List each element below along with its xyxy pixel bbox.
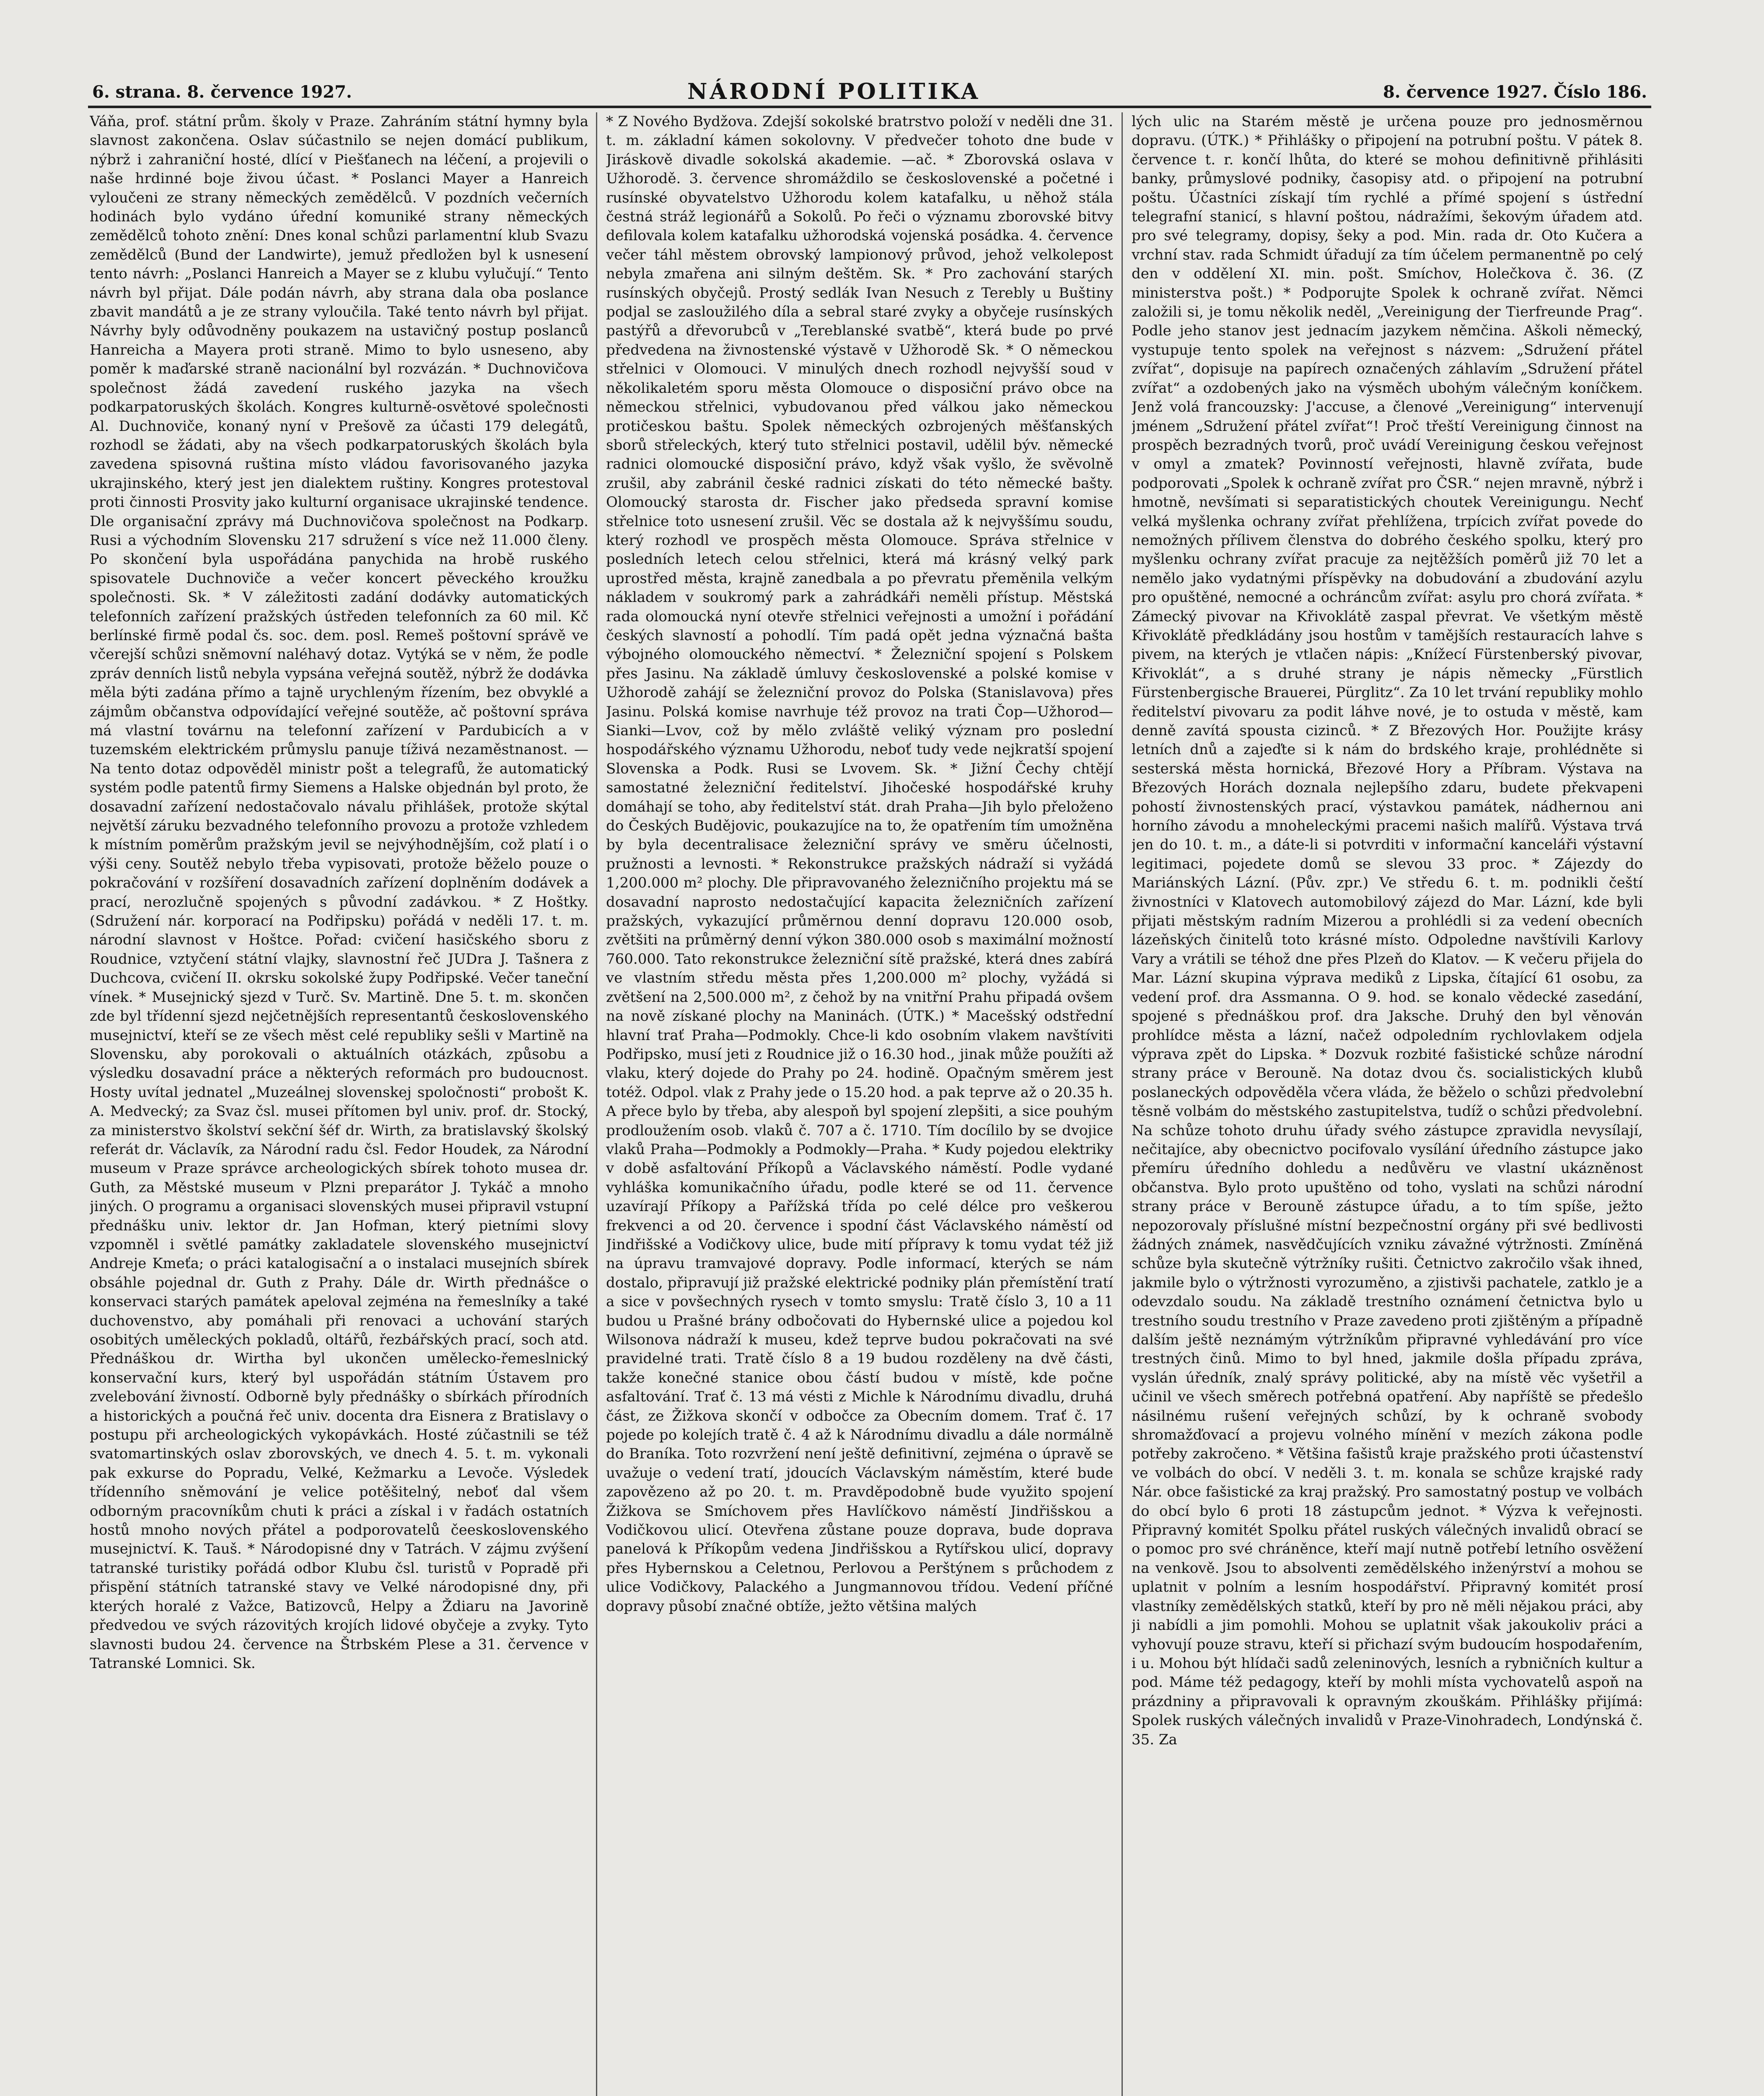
page-header bbox=[88, 78, 1651, 106]
column-3-text: lých ulic na Starém městě je určena pouze pro jednosměrnou dopravu. (ÚTK.) * Přihlášky o připojení na potrubní poštu. V pátek 8. července t. r. končí lhůta, do které se mohou definitivně přihlásiti banky, průmyslové podniky, časopisy atd. o připojení na potrubní poštu. Účastníci získají tím rychlé a přímé spojení s ústřední telegrafní stanicí, s hlavní poštou, nádražími, šekovým úřadem atd. pro své telegramy, dopisy, šeky a pod. Min. rada dr. Oto Kučera a vrchní stav. rada Schmidt úřadují za tím účelem permanentně po celý den v oddělení XI. min. pošt. Smíchov, Holečkova č. 36. (Z ministerstva pošt.) * Podporujte Spolek k ochraně zvířat. Němci založili si, je tomu několik neděl, „Vereinigung der Tierfreunde Prag“. Podle jeho stanov jest jednacím jazykem němčina. Aškoli německý, vystupuje tento spolek na veřejnost s názvem: „Sdružení přátel zvířat“, dopisuje na papírech označených záhlavím „Sdružení přátel zvířat“ a ozdobených jako na výsměch ubohým válečným koníčkem. Jenž volá francouzsky: J'accuse, a členové „Vereinigung“ intervenují jménem „Sdružení přátel zvířat“! Proč třeští Vereinigung činnost na prospěch bezradných tvorů, proč uvádí Vereinigung českou veřejnost v omyl a zmatek? Povinností veřejnosti, hlavně zvířata, bude podporovati „Spolek k ochraně zvířat pro ČSR.“ nejen mravně, nýbrž i hmotně, nevšímati si separatistických choutek Vereinigungu. Nechť velká myšlenka ochrany zvířat přehlížena, trpícich zvířat povede do nemožných přílivem členstva do dobrého českého spolku, který pro myšlenku ochrany zvířat pracuje za nejtěžších poměrů již 70 let a nemělo jako vydatnými příspěvky na dobudování a zbudování azylu pro opuštěné, nemocné a ochráncům zvířat: asylu pro chorá zvířata. * Zámecký pivovar na Křivoklátě zaspal převrat. Ve všetkým městě Křivoklátě předkládány jsou hostům v tamějších restauracích lahve s pivem, na kterých je vtlačen nápis: „Knížecí Fürstenberský pivovar, Křivoklát“, a s druhé strany je nápis německy „Fürstlich Fürstenbergische Brauerei, Pürglitz“. Za 10 let trvání republiky mohlo ředitelství pivovaru za podit láhve nové, je to ostuda v městě, kam denně zavítá spousta cizinců. * Z Březových Hor. Použijte krásy letních dnů a zajeďte si k nám do brdského kraje, prohlédněte si sesterská města hornická, Březové Hory a Příbram. Výstava na Březových Horách doznala nejlepšího zdaru, budete překvapeni pohostí živnostenských prací, výstavkou památek, nádhernou ani horního závodu a mnoheleckými pracemi našich malířů. Výstava trvá jen do 10. t. m., a dáte-li si potvrditi v informační kanceláři výstavní legitimaci, pojedete domů se slevou 33 proc. * Zájezdy do Mariánských Lázní. (Pův. zpr.) Ve středu 6. t. m. podnikli čeští živnostníci v Klatovech automobilový zájezd do Mar. Lázní, kde byli přijati městským radním Mizerou a prohlédli si za vedení obecních lázeňských činitelů toto krásné místo. Odpoledne navštívili Karlovy Vary a vrátili se téhož dne přes Plzeň do Klatov. — K večeru přijela do Mar. Lázní skupina výprava mediků z Lipska, čítající 61 osobu, za vedení prof. dra Assmanna. O 9. hod. se konalo vědecké zasedání, spojené s přednáškou prof. dra Jaksche. Druhý den byl věnován prohlídce města a lázní, načež odpoledním rychlovlakem odjela výprava zpět do Lipska. * Dozvuk rozbité fašistické schůze národní strany práce v Berouně. Na dotaz dvou čs. socialistických klubů poslaneckých odpověděla včera vláda, že běželo o schůzi předvolební těsně volbám do městského zastupitelstva, tudíž o schůzi předvolební. Na schůze tohoto druhu úřady svého zástupce zpravidla nevysílají, nečitajíce, aby obecnictvo pocifovalo vysílání úředního zástupce jako přemíru úředního dohledu a nedůvěru ve vlastní ukázněnost občanstva. Bylo proto upuštěno od toho, vyslati na schůzi národní strany práce v Berouně zástupce úřadu, a to tím spíše, ježto nepozorovaly příslušné místní bezpečnostní orgány při své bedlivosti žádných známek, nasvědčujících vzniku závažné výtržnosti. Zmíněná schůze byla skutečně výtržníky rušiti. Četnictvo zakročilo však ihned, jakmile bylo o výtržnosti vyrozuměno, a zjistivši pachatele, zatklo je a odevzdalo soudu. Na základě trestního oznámení četnictva bylo u trestního soudu trestního v Praze zavedeno proti zjištěným a případně dalším ještě neznámým výtržníkům připravné vyhledávání pro více trestných činů. Mimo to byl hned, jakmile došla případu zpráva, vyslán úředník, znalý správy politické, aby na místě věc vyšetřil a učinil ve všech směrech potřebná opatření. Aby napříště se předešlo násilnému rušení veřejných schůzí, by k ochraně svobody shromažďovací a projevu volného mínění v mezích zákona podle potřeby zakročeno. * Většina fašistů kraje pražského proti účastenství ve volbách do obcí. V neděli 3. t. m. konala se schůze krajské rady Nár. obce fašistické za kraj pražský. Pro samostatný postup ve volbách do obcí bylo 6 proti 18 zástupcům jednot. * Výzva k veřejnosti. Připravný komitét Spolku přátel ruských válečných invalidů obrací se o pomoc pro své chráněnce, kteří mají nutně potřebí letního osvěžení na venkově. Jsou to absolventi zemědělského inženýrství a mohou se uplatnit v polním a lesním hospodářství. Připravný komitét prosí vlastníky zemědělských statků, kteří by pro ně měli nějakou práci, aby ji nabídli a jim pomohli. Mohou se uplatnit však jakoukoliv práci a vyhovují pouze stravu, kteří si přichazí svým budoucím hospodařením, i u. Mohou být hlídači sadů zeleninových, lesních a rybničních kultur a pod. Máme též pedagogy, kteří by mohli místa vychovatelů aspoň na prázdniny a připravovali k opravným zkouškám. Přihlášky přijímá: Spolek ruských válečných invalidů v Praze-Vinohradech, Londýnská č. 35. Za bbox=[1132, 113, 1643, 1748]
column-separator bbox=[1122, 112, 1123, 2096]
column-1 bbox=[90, 112, 588, 2096]
column-3 bbox=[1132, 112, 1643, 2096]
header-rule bbox=[88, 106, 1651, 108]
column-2 bbox=[606, 112, 1113, 2096]
column-1-text: Váňa, prof. státní prům. školy v Praze. Zahráním státní hymny byla slavnost zakončena. Oslav súčastnilo se nejen domácí publikum, nýbrž i zahraniční hosté, dlící v Piešťanech na léčení, a projevili o naše hrdinné boje živou účast. * Poslanci Mayer a Hanreich vyloučeni ze strany německých zemědělců. V pozdních večerních hodinách bylo vydáno úřední komuniké strany německých zemědělců tohoto znění: Dnes konal schůzi parlamentní klub Svazu zemědělců (Bund der Landwirte), jemuž předložen byl k usnesení tento návrh: „Poslanci Hanreich a Mayer se z klubu vylučují.“ Tento návrh byl přijat. Dále podán návrh, aby strana dala oba poslance zbavit mandátů a je ze strany vyloučila. Také tento návrh byl přijat. Návrhy byly odůvodněny poukazem na ustavičný postup poslanců Hanreicha a Mayera proti straně. Mimo to bylo usneseno, aby poměr k maďarské straně nacionální byl rozvázán. * Duchnovičova společnost žádá zavedení ruského jazyka na všech podkarpatoruských školách. Kongres kulturně-osvětové společnosti Al. Duchnoviče, konaný nyní v Prešově za účasti 179 delegátů, rozhodl se žádati, aby na všech podkarpatoruských školách byla zavedena spisovná ruština místo vládou favorisovaného jazyka ukrajinského, který jest jen dialektem ruštiny. Kongres protestoval proti činnosti Prosvity jako kulturní organisace ukrajinské tendence. Dle organisační zprávy má Duchnovičova společnost na Podkarp. Rusi a východním Slovensku 217 sdružení s více než 11.000 členy. Po skončení byla uspořádána panychida na hrobě ruského spisovatele Duchnoviče a večer koncert pěveckého kroužku společnosti. Sk. * V záležitosti zadání dodávky automatických telefonních zařízení pražských ústředen telefonních za 60 mil. Kč berlínské firmě podal čs. soc. dem. posl. Remeš poštovní správě ve včerejší schůzi sněmovní naléhavý dotaz. Vytýká se v něm, že podle zpráv denních listů nebyla vypsána veřejná soutěž, nýbrž že dodávka měla býti zadána přímo a tajně urychleným řízením, bez obvyklé a zájmům občanstva odpovídající veřejné soutěže, ač poštovní správa má vlastní továrnu na telefonní zařízení v Pardubicích a v tuzemském elektrickém průmyslu panuje tíživá nezaměstnanost. — Na tento dotaz odpověděl ministr pošt a telegrafů, že automatický systém podle patentů firmy Siemens a Halske objednán byl proto, že dosavadní zařízení nedostačovalo návalu přihlášek, protože skýtal největší záruku bezvadného telefonního provozu a protože vzhledem k místním poměrům pražským jevil se nejvýhodnějším, což platí i o výši ceny. Soutěž nebylo třeba vypisovati, protože běželo pouze o pokračování v rozšíření dosavadních zařízení doplněním dodávek a prací, nerozlučně spojených s původní zadávkou. * Z Hoštky. (Sdružení nár. korporací na Podřipsku) pořádá v neděli 17. t. m. národní slavnost v Hoštce. Pořad: cvičení hasičského sboru z Roudnice, vztyčení státní vlajky, slavnostní řeč JUDra J. Tašnera z Duchcova, cvičení II. okrsku sokolské župy Podřipské. Večer taneční vínek. * Musejnický sjezd v Turč. Sv. Martině. Dne 5. t. m. skončen zde byl třídenní sjezd nejčetnějších representantů československého musejnictví, kteří se ze všech měst celé republiky sešli v Martině na Slovensku, aby porokovali o aktuálních otázkách, způsobu a výsledku dosavadní práce a některých reformách pro budoucnost. Hosty uvítal jednatel „Muzeálnej slovenskej spoločnosti“ probošt K. A. Medvecký; za Svaz čsl. musei přítomen byl univ. prof. dr. Stocký, za ministerstvo školství sekční šéf dr. Wirth, za bratislavský školský referát dr. Václavík, za Národní radu čsl. Fedor Houdek, za Národní museum v Praze správce archeologických sbírek tohoto musea dr. Guth, za Městské museum v Plzni preparátor J. Tykáč a mnoho jiných. O programu a organisaci slovenských musei připravil vstupní přednášku univ. lektor dr. Jan Hofman, který pietními slovy vzpomněl i světlé památky zakladatele slovenského musejnictví Andreje Kmeťa; o práci katalogisační a o instalaci musejních sbírek obsáhle pojednal dr. Guth z Prahy. Dále dr. Wirth přednášce o konservaci starých památek apeloval zejména na řemeslníky a také duchovenstvo, aby pomáhali při renovaci a uchování starých osobitých uměleckých pokladů, oltářů, řezbářských prací, soch atd. Přednáškou dr. Wirtha byl ukončen umělecko-řemeslnický konservační kurs, který byl uspořádán státním Ústavem pro zvelebování živností. Odborně byly přednášky o sbírkách přírodních a historických a poučná řeč univ. docenta dra Eisnera z Bratislavy o postupu při archeologických vykopávkách. Hosté zúčastnili se též svatomartinských oslav zborovských, ve dnech 4. 5. t. m. vykonali pak exkurse do Popradu, Velké, Kežmarku a Levoče. Výsledek třídenního sněmování je velice potěšitelný, neboť dal všem odborným pracovníkům chuti k práci a získal i v řadách ostatních hostů mnoho nových přátel a podporovatelů čeeskoslovenského musejnictví. K. Tauš. * Národopisné dny v Tatrách. V zájmu zvýšení tatranské turistiky pořádá odbor Klubu čsl. turistů v Popradě při přispění státních tatranské stavy ve Velké národopisné dny, při kterých horalé z Važce, Batizovců, Helpy a Ždiaru na Javorině předvedou ve svých rázovitých krojích lidové obyčeje a zvyky. Tyto slavnosti budou 24. července na Štrbském Plese a 31. července v Tatranské Lomnici. Sk. bbox=[90, 113, 588, 1672]
header-left: 6. strana. 8. července 1927. bbox=[92, 82, 352, 102]
header-right: 8. července 1927. Číslo 186. bbox=[1383, 82, 1647, 102]
column-separator bbox=[596, 112, 597, 2096]
masthead: NÁRODNÍ POLITIKA bbox=[687, 79, 981, 104]
column-2-text: * Z Nového Bydžova. Zdejší sokolské bratrstvo položí v neděli dne 31. t. m. základní kámen sokolovny. V předvečer tohoto dne bude v Jiráskově divadle sokolská akademie. —ač. * Zborovská oslava v Užhorodě. 3. července shromáždilo se československé a početné i rusínské obyvatelstvo Užhorodu kolem katafalku, u něhož stála čestná stráž legionářů a Sokolů. Po řeči o významu zborovské bitvy defilovala kolem katafalku užhorodská vojenská posádka. 4. července večer táhl městem obrovský lampionový průvod, jehož velkolepost nebyla zmařena ani silným deštěm. Sk. * Pro zachování starých rusínských obyčejů. Prostý sedlák Ivan Nesuch z Terebly u Buštiny podjal se zasloužilého díla a sebral staré zvyky a obyčeje rusínských pastýřů a dřevorubců v „Tereblanské svatbě“, která bude po prvé předvedena na živnostenské výstavě v Užhorodě Sk. * O německou střelnici v Olomouci. V minulých dnech rozhodl nejvyšší soud v několikaletém sporu města Olomouce o disposiční právo obce na německou střelnici, vybudovanou před válkou jako německou protičeskou baštu. Spolek německých ozbrojených měšťanských sborů střeleckých, který tuto střelnici postavil, udělil býv. německé radnici olomoucké disposiční právo, když však vyšlo, že svěvolně zrušil, aby zabránil české radnici získati do této německé bašty. Olomoucký starosta dr. Fischer jako předseda spravní komise střelnice toto usnesení zrušil. Věc se dostala až k nejvyššímu soudu, který rozhodl ve prospěch města Olomouce. Správa střelnice v posledních letech celou střelnici, která má krásný velký park uprostřed města, krajně zanedbala a po převratu přeměnila velkým nákladem v soukromý park a zahrádkáři neměli přístup. Městská rada olomoucká nyní otevře střelnici veřejnosti a umožní i pořádání českých slavností a pohodlí. Tím padá opět jedna význačná bašta výbojného olomouckého němectví. * Železniční spojení s Polskem přes Jasinu. Na základě úmluvy československé a polské komise v Užhorodě zahájí se železniční provoz do Polska (Stanislavova) přes Jasinu. Polská komise navrhuje též provoz na trati Čop—Užhorod—Sianki—Lvov, což by mělo zvláště veliký význam pro poslední hospodářského významu Užhorodu, neboť tudy vede nejkratší spojení Slovenska a Podk. Rusi se Lvovem. Sk. * Jižní Čechy chtějí samostatné železniční ředitelství. Jihočeské hospodářské kruhy domáhají se toho, aby ředitelství stát. drah Praha—Jih bylo přeloženo do Českých Budějovic, poukazujíce na to, že opatřením tím umožněna by byla decentralisace železniční správy ve směru účelnosti, pružnosti a levnosti. * Rekonstrukce pražských nádraží si vyžádá 1,200.000 m² plochy. Dle připravovaného železničního projektu má se dosavadní naprosto nedostačující kapacita železničních zařízení pražských, vykazující průměrnou denní dopravu 120.000 osob, zvětšiti na průměrný denní výkon 380.000 osob s maximální možností 760.000. Tato rekonstrukce železniční sítě pražské, která dnes zabírá ve vlastním středu města přes 1,200.000 m² plochy, vyžádá si zvětšení na 2,500.000 m², z čehož by na vnitřní Prahu připadá ovšem na nově získané plochy na Maninách. (ÚTK.) * Macešský odstřední hlavní trať Praha—Podmokly. Chce-li kdo osobním vlakem navštíviti Podřipsko, musí jeti z Roudnice již o 16.30 hod., jinak může použíti až vlaku, který dojede do Prahy po 24. hodině. Opačným směrem jest totéž. Odpol. vlak z Prahy jede o 15.20 hod. a pak teprve až o 20.35 h. A přece bylo by třeba, aby alespoň byl spojení zlepšiti, a sice pouhým prodloužením osob. vlaků č. 707 a č. 1710. Tím docílilo by se dvojice vlaků Praha—Podmokly a Podmokly—Praha. * Kudy pojedou elektriky v době asfaltování Příkopů a Václavského náměstí. Podle vydané vyhláška komunikačního úřadu, podle které se od 11. července uzavírají Příkopy a Pařížská třída po celé délce pro veškerou frekvenci a od 20. července i spodní část Václavského náměstí od Jindřišské a Vodičkovy ulice, bude mití přípravy k tomu vydat též již na úpravu tramvajové dopravy. Podle informací, kterých se nám dostalo, připravují již pražské elektrické podniky plán přemístění tratí a sice v povšechných rysech v tomto smyslu: Tratě číslo 3, 10 a 11 budou u Prašné brány odbočovati do Hybernské ulice a pojedou kol Wilsonova nádraží k museu, kdež teprve budou pokračovati na své pravidelné trati. Tratě číslo 8 a 19 budou rozděleny na dvě části, takže konečné stanice obou částí budou v místě, kde počne asfaltování. Trať č. 13 má vésti z Michle k Národnímu divadlu, druhá část, ze Žižkova skončí v odbočce za Obecním domem. Trať č. 17 pojede po kolejích tratě č. 4 až k Národnímu divadlu a dále normálně do Braníka. Toto rozvržení není ještě definitivní, zejména o úpravě se uvažuje o vedení tratí, jdoucích Václavským náměstím, které bude zapovězeno až po 20. t. m. Pravděpodobně bude využito spojení Žižkova se Smíchovem přes Havlíčkovo náměstí Jindřišskou a Vodičkovou ulicí. Otevřena zůstane pouze doprava, bude doprava panelová k Příkopům vedena Jindřišskou a Rytířskou ulicí, dopravy přes Hybernskou a Celetnou, Perlovou a Perštýnem s průchodem z ulice Vodičkovy, Palackého a Jungmannovou třídou. Vedení příčné dopravy působí značné obtíže, ježto většina malých bbox=[606, 113, 1113, 1615]
